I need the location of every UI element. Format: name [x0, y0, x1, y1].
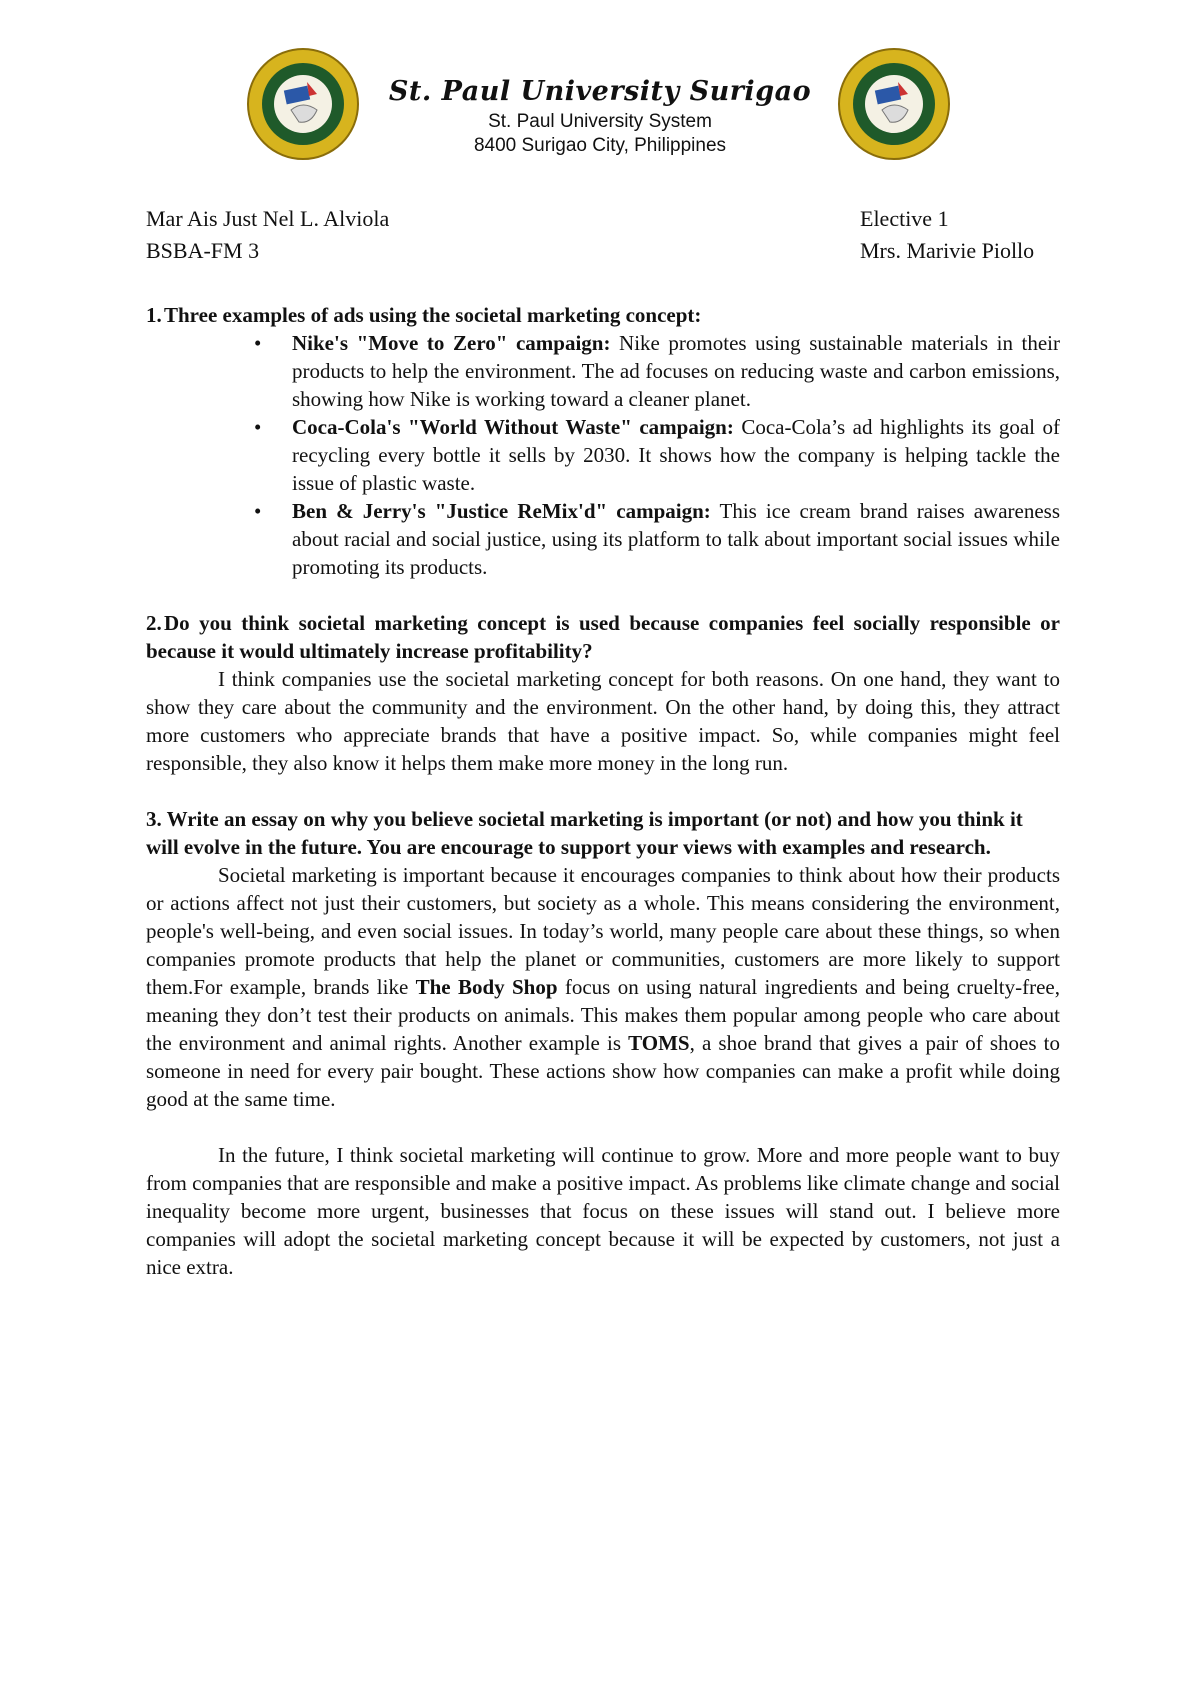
question-2: 2. Do you think societal marketing concept is used because companies feel socially responsible or because it would ultimately increase profitability? — [146, 611, 1060, 663]
student-info — [146, 203, 389, 267]
list-item: • Coca-Cola's "World Without Waste" campaign: Coca-Cola’s ad highlights its goal of recycling every bottle it sells by 2030. It shows how the company is helping tackle the issue of plastic waste. — [254, 415, 1060, 495]
question-3: 3. Write an essay on why you believe societal marketing is important (or not) and how you think it will evolve in the future. You are encourage to support your views with examples and research. — [146, 807, 1023, 859]
bullet-icon: • — [254, 499, 262, 523]
university-system: St. Paul University System — [488, 111, 712, 132]
student-name: Mar Ais Just Nel L. Alviola — [146, 206, 390, 231]
answer-2: I think companies use the societal marketing concept for both reasons. On one hand, they want to show they care about the community and the environment. On the other hand, by doing this, they attract more customers who appreciate brands that have a positive impact. So, while companies might feel responsible, they also know it helps them make more money in the long run. — [146, 667, 1060, 775]
document-body — [146, 301, 1060, 1281]
university-address: 8400 Surigao City, Philippines — [473, 135, 727, 156]
bullet-icon: • — [254, 415, 262, 439]
subject-info — [860, 203, 1034, 267]
question-1: 1. Three examples of ads using the societal marketing concept: — [146, 303, 702, 327]
essay-paragraph-1: Societal marketing is important because it encourages companies to think about how their products or actions affect not just their customers, but society as a whole. This means considering the environment, people's well-being, and even social issues. In today’s world, many people care about these things, so when companies promote products that help the planet or communities, customers are more likely to support them.For example, brands like The Body Shop focus on using natural ingredients and being cruelty-free, meaning they don’t test their products on animals. This makes them popular among people who care about the environment and animal rights. Another example is TOMS, a shoe brand that gives a pair of shoes to someone in need for every pair bought. These actions show how companies can make a profit while doing good at the same time. — [146, 863, 1060, 1111]
student-course: BSBA-FM 3 — [146, 238, 260, 263]
subject-name: Elective 1 — [860, 206, 949, 231]
letterhead — [370, 74, 830, 158]
teacher-name: Mrs. Marivie Piollo — [860, 238, 1035, 263]
ad-examples-list — [146, 329, 1060, 581]
university-seal-right-icon — [838, 48, 950, 160]
list-item: • Ben & Jerry's "Justice ReMix'd" campaign: This ice cream brand raises awareness about racial and social justice, using its platform to talk about important social issues while promoting its products. — [254, 499, 1060, 579]
list-item: • Nike's "Move to Zero" campaign: Nike promotes using sustainable materials in their products to help the environment. The ad focuses on reducing waste and carbon emissions, showing how Nike is working toward a cleaner planet. — [254, 331, 1060, 411]
essay-paragraph-2: In the future, I think societal marketing will continue to grow. More and more people want to buy from companies that are responsible and make a positive impact. As problems like climate change and social inequality become more urgent, businesses that focus on these issues will stand out. I believe more companies will adopt the societal marketing concept because it will be expected by customers, not just a nice extra. — [146, 1143, 1060, 1279]
bullet-icon: • — [254, 331, 262, 355]
university-name: St. Paul University Surigao — [388, 76, 812, 107]
university-seal-left-icon — [247, 48, 359, 160]
